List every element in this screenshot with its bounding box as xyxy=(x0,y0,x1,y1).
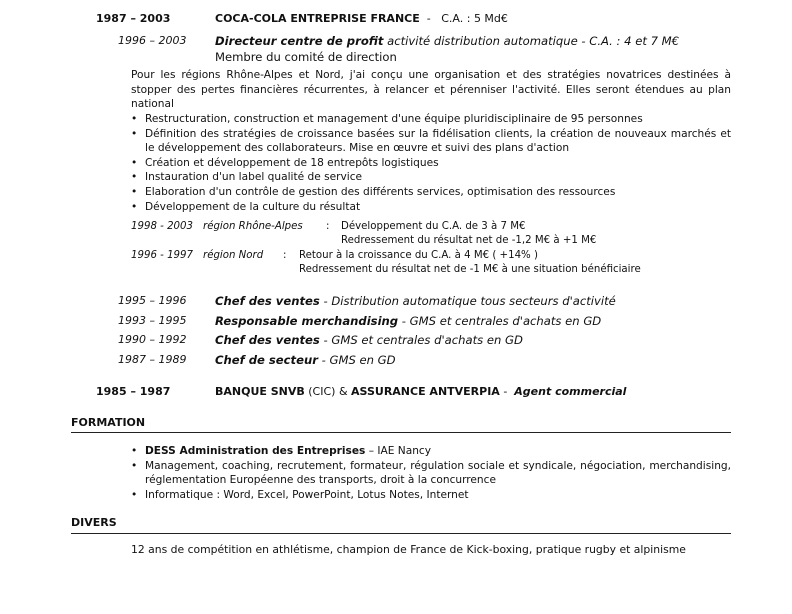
role-title: Chef de secteur xyxy=(215,353,318,367)
role-committee: Membre du comité de direction xyxy=(215,50,397,64)
achievement-item: • Instauration d'un label qualité de service xyxy=(131,170,731,185)
role-title: Chef des ventes xyxy=(215,333,320,347)
role-desc: - GMS en GD xyxy=(317,353,396,367)
region-period: 1998 - 2003 xyxy=(131,221,194,232)
formation-degree xyxy=(131,444,731,459)
section-divider xyxy=(71,432,731,433)
company-name: BANQUE SNVB xyxy=(215,385,305,398)
role-dates: 1995 – 1996 xyxy=(118,294,187,307)
separator: - xyxy=(426,12,431,25)
role-desc: - GMS et centrales d'achats en GD xyxy=(398,314,602,328)
role-desc: activité distribution automatique - C.A. : 4 et 7 M€ xyxy=(383,34,680,48)
divers-text: 12 ans de compétition en athlétisme, champion de France de Kick-boxing, pratique rugby et alpinisme xyxy=(131,543,686,556)
degree-school: – IAE Nancy xyxy=(365,445,432,457)
job-dates: 1985 – 1987 xyxy=(96,385,171,398)
job-header xyxy=(215,385,626,398)
formation-list xyxy=(131,444,731,502)
role-title: Chef des ventes xyxy=(215,294,320,308)
region-result: Retour à la croissance du C.A. à 4 M€ ( +14% ) xyxy=(299,250,538,261)
intro-paragraph: Pour les régions Rhône-Alpes et Nord, j'ai conçu une organisation et des stratégies novatrices destinées à stopper des pertes financières récurrentes, à relancer et pérenniser l'activité. Elles seront étendues au plan national xyxy=(131,69,731,111)
region-period: 1996 - 1997 xyxy=(131,250,194,261)
region-colon: : xyxy=(283,250,287,261)
role-desc: - Distribution automatique tous secteurs d'activité xyxy=(319,294,616,308)
achievement-item: • Elaboration d'un contrôle de gestion des différents services, optimisation des ressources xyxy=(131,185,731,200)
section-heading-formation: FORMATION xyxy=(71,416,146,429)
role-line xyxy=(215,333,523,347)
job-title: Agent commercial xyxy=(514,385,627,398)
achievement-item: • Définition des stratégies de croissance basées sur la fidélisation clients, la création de nouveaux marchés et le développement des collaborateurs. Mise en œuvre et suivi des plans d'action xyxy=(131,127,731,156)
role-dates: 1987 – 1989 xyxy=(118,353,187,366)
separator: - xyxy=(499,385,511,398)
role-desc: - GMS et centrales d'achats en GD xyxy=(319,333,523,347)
degree-name: DESS Administration des Entreprises xyxy=(145,445,366,457)
company-name: COCA-COLA ENTREPRISE FRANCE xyxy=(215,12,420,25)
role-dates: 1993 – 1995 xyxy=(118,314,187,327)
role-title: Directeur centre de profit xyxy=(215,34,384,48)
role-header xyxy=(215,34,679,48)
achievements-list xyxy=(131,112,731,214)
role-line xyxy=(215,294,616,308)
company-name: ASSURANCE ANTVERPIA xyxy=(351,385,500,398)
section-heading-divers: DIVERS xyxy=(71,516,117,529)
company-revenue: C.A. : 5 Md€ xyxy=(441,12,508,25)
role-dates: 1990 – 1992 xyxy=(118,333,187,346)
role-line xyxy=(215,353,396,367)
section-divider xyxy=(71,533,731,534)
achievement-item: • Restructuration, construction et management d'une équipe pluridisciplinaire de 95 personnes xyxy=(131,112,731,127)
job-header xyxy=(215,12,508,25)
achievement-item: • Développement de la culture du résultat xyxy=(131,200,731,215)
region-name: région Nord xyxy=(203,250,264,261)
company-detail: (CIC) & xyxy=(304,385,352,398)
region-result: Redressement du résultat net de -1 M€ à une situation bénéficiaire xyxy=(299,264,641,275)
region-result: Développement du C.A. de 3 à 7 M€ xyxy=(341,221,526,232)
achievement-item: • Création et développement de 18 entrepôts logistiques xyxy=(131,156,731,171)
job-dates: 1987 – 2003 xyxy=(96,12,171,25)
region-colon: : xyxy=(326,221,330,232)
region-result: Redressement du résultat net de -1,2 M€ à +1 M€ xyxy=(341,235,597,246)
formation-item: • Informatique : Word, Excel, PowerPoint, Lotus Notes, Internet xyxy=(131,488,731,503)
region-name: région Rhône-Alpes xyxy=(203,221,303,232)
formation-item: • Management, coaching, recrutement, formateur, régulation sociale et syndicale, négociation, merchandising, réglementation Européenne des transports, droit à la concurrence xyxy=(131,459,731,488)
role-dates: 1996 – 2003 xyxy=(118,34,187,47)
role-line xyxy=(215,314,601,328)
role-title: Responsable merchandising xyxy=(215,314,399,328)
